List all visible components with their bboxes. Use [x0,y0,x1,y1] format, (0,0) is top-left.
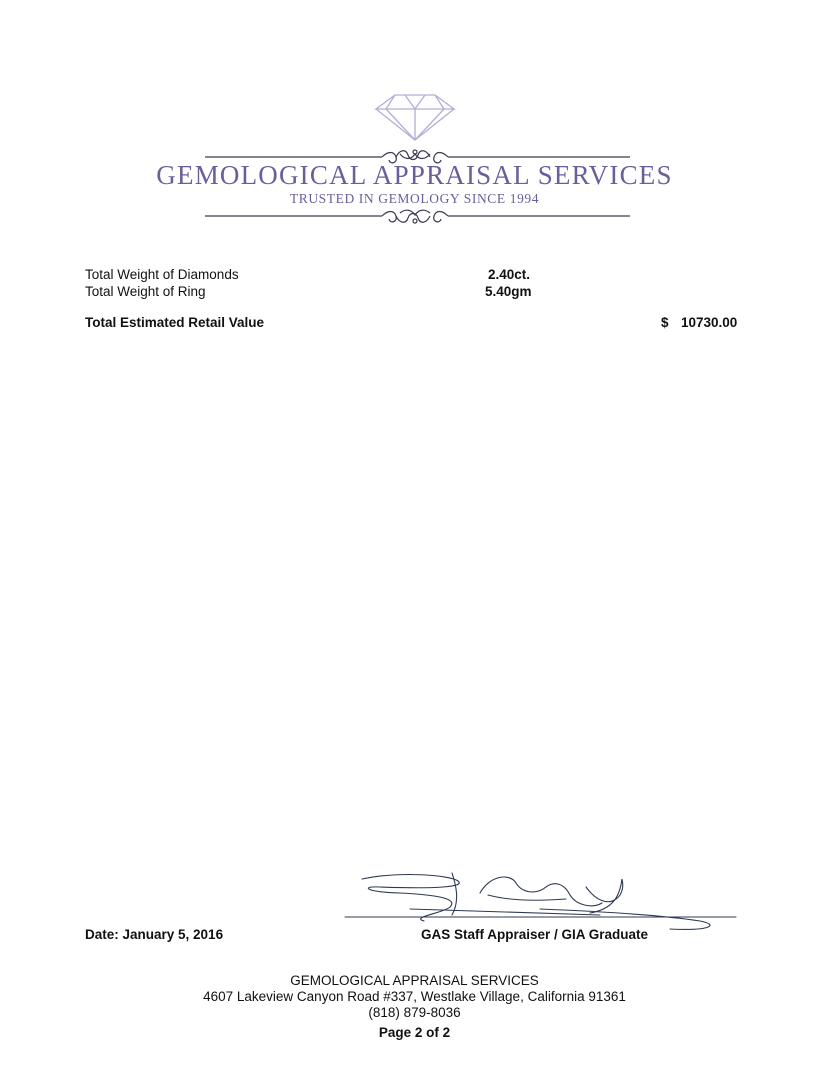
footer-address: 4607 Lakeview Canyon Road #337, Westlake Village, California 91361 [203,989,626,1004]
appraiser-title: GAS Staff Appraiser / GIA Graduate [421,927,649,942]
total-value-amount: 10730.00 [681,315,738,330]
bottom-ornament [205,210,630,223]
company-name-heading: GEMOLOGICAL APPRAISAL SERVICES [156,160,673,190]
diamond-icon [376,95,454,140]
page-number: Page 2 of 2 [378,1025,451,1040]
total-value-currency: $ [661,315,669,330]
ring-weight-value: 5.40gm [485,284,532,299]
footer-phone: (818) 879-8036 [368,1005,461,1020]
total-value-label: Total Estimated Retail Value [85,315,265,330]
appraisal-date: Date: January 5, 2016 [85,927,224,942]
footer-company-name: GEMOLOGICAL APPRAISAL SERVICES [290,973,539,988]
ring-weight-label: Total Weight of Ring [85,284,206,299]
appraiser-signature [340,865,740,935]
diamond-weight-value: 2.40ct. [488,267,531,282]
letterhead-logo [200,88,630,228]
diamond-weight-label: Total Weight of Diamonds [85,267,239,282]
company-tagline: TRUSTED IN GEMOLOGY SINCE 1994 [289,191,540,206]
